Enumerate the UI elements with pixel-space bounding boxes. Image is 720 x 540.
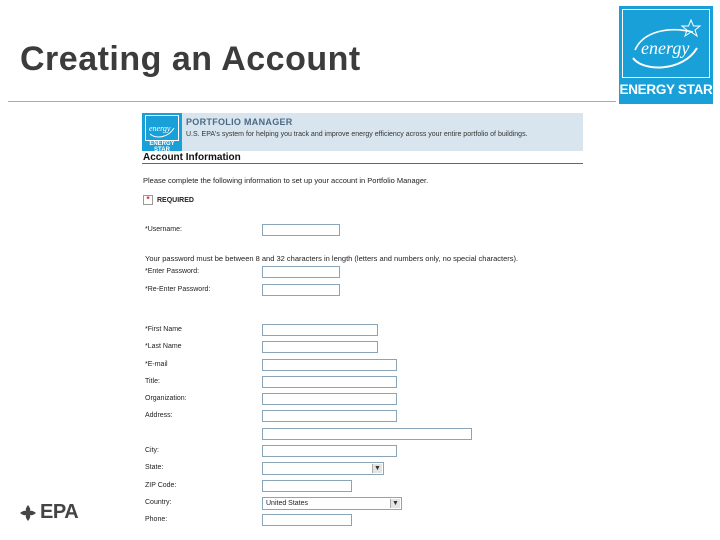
state-label: State:	[145, 464, 164, 471]
organization-label: Organization:	[145, 395, 187, 402]
email-input[interactable]	[262, 359, 397, 371]
last-name-input[interactable]	[262, 341, 378, 353]
reenter-password-label: *Re-Enter Password:	[145, 286, 211, 293]
phone-label: Phone:	[145, 516, 168, 523]
epa-label: EPA	[40, 501, 79, 523]
title-label: Title:	[145, 378, 160, 385]
pm-energy-star-mark	[145, 115, 179, 141]
address-label: Address:	[145, 412, 173, 419]
pm-header-title: PORTFOLIO MANAGER	[186, 117, 293, 127]
password-input[interactable]	[262, 266, 340, 278]
first-name-input[interactable]	[262, 324, 378, 336]
epa-flower-icon	[18, 503, 38, 523]
country-select[interactable]	[262, 497, 402, 510]
address-line2-input[interactable]	[262, 428, 472, 440]
username-label: *Username:	[145, 226, 182, 233]
energy-star-logo	[619, 6, 713, 104]
svg-text:energy: energy	[149, 124, 171, 133]
pm-header-subtitle: U.S. EPA's system for helping you track and improve energy efficiency across your entire portfolio of buildings.	[186, 131, 528, 138]
pm-energy-star-logo	[142, 113, 182, 151]
section-divider	[142, 163, 583, 164]
city-label: City:	[145, 447, 159, 454]
section-title: Account Information	[143, 152, 241, 163]
zip-label: ZIP Code:	[145, 482, 177, 489]
required-legend	[143, 195, 194, 205]
energy-star-label: ENERGY STAR	[619, 82, 713, 97]
epa-logo	[18, 501, 78, 524]
intro-text: Please complete the following information to set up your account in Portfolio Manager.	[143, 176, 429, 185]
chevron-down-icon[interactable]: ▼	[390, 499, 400, 508]
country-label: Country:	[145, 499, 172, 506]
reenter-password-input[interactable]	[262, 284, 340, 296]
email-label: *E-mail	[145, 361, 168, 368]
address-input[interactable]	[262, 410, 397, 422]
chevron-down-icon[interactable]: ▼	[372, 464, 382, 473]
required-asterisk-icon: *	[143, 195, 153, 205]
svg-text:energy: energy	[641, 38, 690, 58]
username-input[interactable]	[262, 224, 340, 236]
energy-star-mark	[622, 9, 710, 78]
title-divider	[8, 101, 616, 102]
organization-input[interactable]	[262, 393, 397, 405]
phone-input[interactable]	[262, 514, 352, 526]
slide-title: Creating an Account	[20, 40, 361, 78]
zip-input[interactable]	[262, 480, 352, 492]
state-select[interactable]	[262, 462, 384, 475]
last-name-label: *Last Name	[145, 343, 182, 350]
password-label: *Enter Password:	[145, 268, 200, 275]
pm-logo-label: ENERGY STAR	[149, 141, 175, 153]
password-note: Your password must be between 8 and 32 characters in length (letters and numbers only, no special characters).	[145, 254, 519, 263]
required-label: REQUIRED	[157, 196, 194, 204]
title-input[interactable]	[262, 376, 397, 388]
city-input[interactable]	[262, 445, 397, 457]
country-select-value: United States	[266, 500, 309, 507]
first-name-label: *First Name	[145, 326, 182, 333]
